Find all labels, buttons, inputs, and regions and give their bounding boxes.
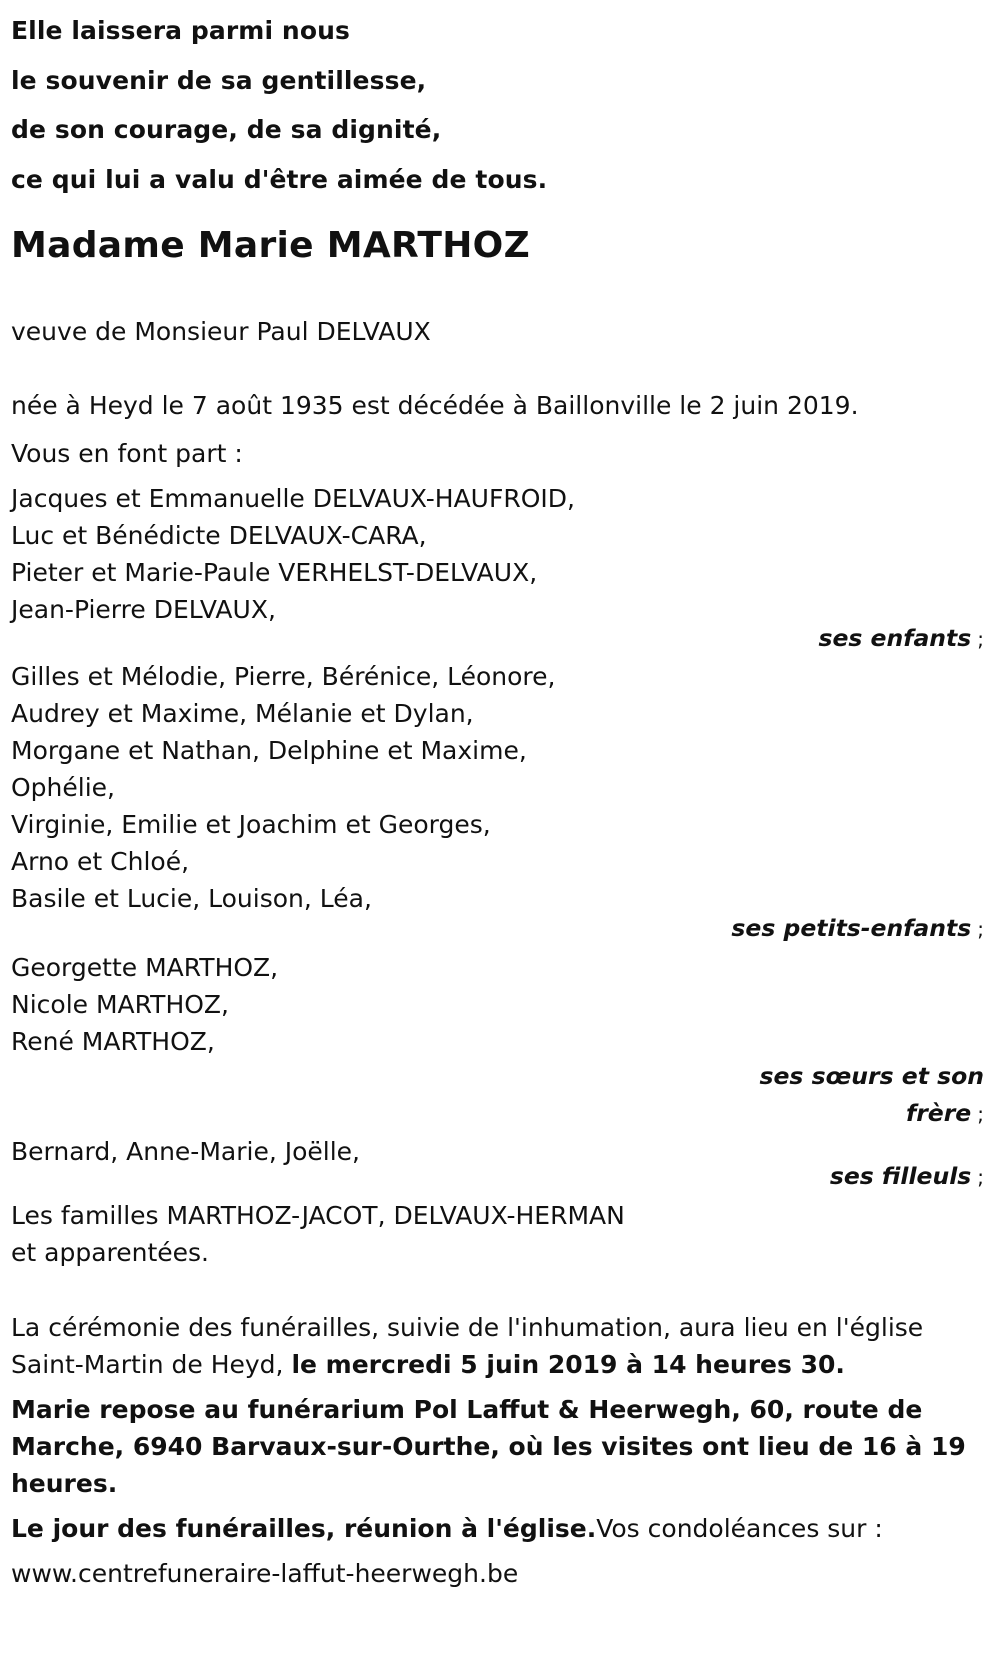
funeral-line	[11, 1346, 986, 1383]
funeral-day-info	[11, 1510, 986, 1547]
role-label: ses enfants	[818, 624, 972, 652]
role-siblings	[11, 1058, 986, 1133]
list-item: Nicole MARTHOZ,	[11, 990, 230, 1019]
funerarium-info	[11, 1391, 986, 1502]
families-line: Les familles MARTHOZ-JACOT, DELVAUX-HERMAN	[11, 1201, 625, 1230]
website-link[interactable]: www.centrefuneraire-laffut-heerwegh.be	[11, 1559, 519, 1588]
list-item: Jacques et Emmanuelle DELVAUX-HAUFROID,	[11, 484, 575, 513]
list-item: Pieter et Marie-Paule VERHELST-DELVAUX,	[11, 558, 538, 587]
list-item: René MARTHOZ,	[11, 1027, 215, 1056]
families	[11, 1197, 986, 1271]
poem-line: de son courage, de sa dignité,	[11, 115, 442, 144]
funeral-info	[11, 1309, 986, 1383]
funeral-line: La cérémonie des funérailles, suivie de l'inhumation, aura lieu en l'église	[11, 1313, 924, 1342]
role-label: frère	[905, 1099, 972, 1127]
obituary-notice	[11, 0, 986, 1592]
list-item: Ophélie,	[11, 773, 115, 802]
poem-line: Elle laissera parmi nous	[11, 16, 350, 45]
role-label: ses filleuls	[829, 1162, 972, 1190]
separator: ;	[977, 917, 984, 941]
list-item: Bernard, Anne-Marie, Joëlle,	[11, 1137, 360, 1166]
list-item: Luc et Bénédicte DELVAUX-CARA,	[11, 521, 427, 550]
birth-death: née à Heyd le 7 août 1935 est décédée à Baillonville le 2 juin 2019.	[11, 391, 859, 420]
funerarium-line: Marie repose au funérarium Pol Laffut & Heerwegh, 60, route de	[11, 1395, 923, 1424]
deceased-name: Madame Marie MARTHOZ	[11, 225, 530, 266]
widow-of: veuve de Monsieur Paul DELVAUX	[11, 317, 431, 346]
list-item: Gilles et Mélodie, Pierre, Bérénice, Léonore,	[11, 662, 556, 691]
list-item: Arno et Chloé,	[11, 847, 190, 876]
separator: ;	[977, 627, 984, 651]
announce-intro: Vous en font part :	[11, 439, 243, 468]
church-text: Saint-Martin de Heyd,	[11, 1350, 284, 1379]
funeral-day: Le jour des funérailles, réunion à l'église.	[11, 1514, 597, 1543]
funerarium-line: Marche, 6940 Barvaux-sur-Ourthe, où les visites ont lieu de 16 à 19	[11, 1432, 966, 1461]
funeral-date: le mercredi 5 juin 2019 à 14 heures 30.	[291, 1350, 845, 1379]
families-line: et apparentées.	[11, 1238, 209, 1267]
grandchildren-list	[11, 658, 986, 917]
poem-line: ce qui lui a valu d'être aimée de tous.	[11, 164, 548, 194]
list-item: Audrey et Maxime, Mélanie et Dylan,	[11, 699, 474, 728]
siblings-list	[11, 949, 986, 1060]
separator: ;	[977, 1102, 984, 1126]
children-list	[11, 480, 986, 628]
list-item: Basile et Lucie, Louison, Léa,	[11, 884, 372, 913]
role-label: ses petits-enfants	[731, 914, 972, 942]
list-item: Morgane et Nathan, Delphine et Maxime,	[11, 736, 527, 765]
list-item: Georgette MARTHOZ,	[11, 953, 279, 982]
list-item: Jean-Pierre DELVAUX,	[11, 595, 276, 624]
funerarium-line: heures.	[11, 1469, 118, 1498]
poem-line: le souvenir de sa gentillesse,	[11, 65, 427, 95]
poem	[11, 6, 986, 204]
separator: ;	[977, 1165, 984, 1189]
list-item: Virginie, Emilie et Joachim et Georges,	[11, 810, 491, 839]
role-label: ses sœurs et son	[759, 1062, 984, 1090]
condolences-label: Vos condoléances sur :	[596, 1514, 883, 1543]
